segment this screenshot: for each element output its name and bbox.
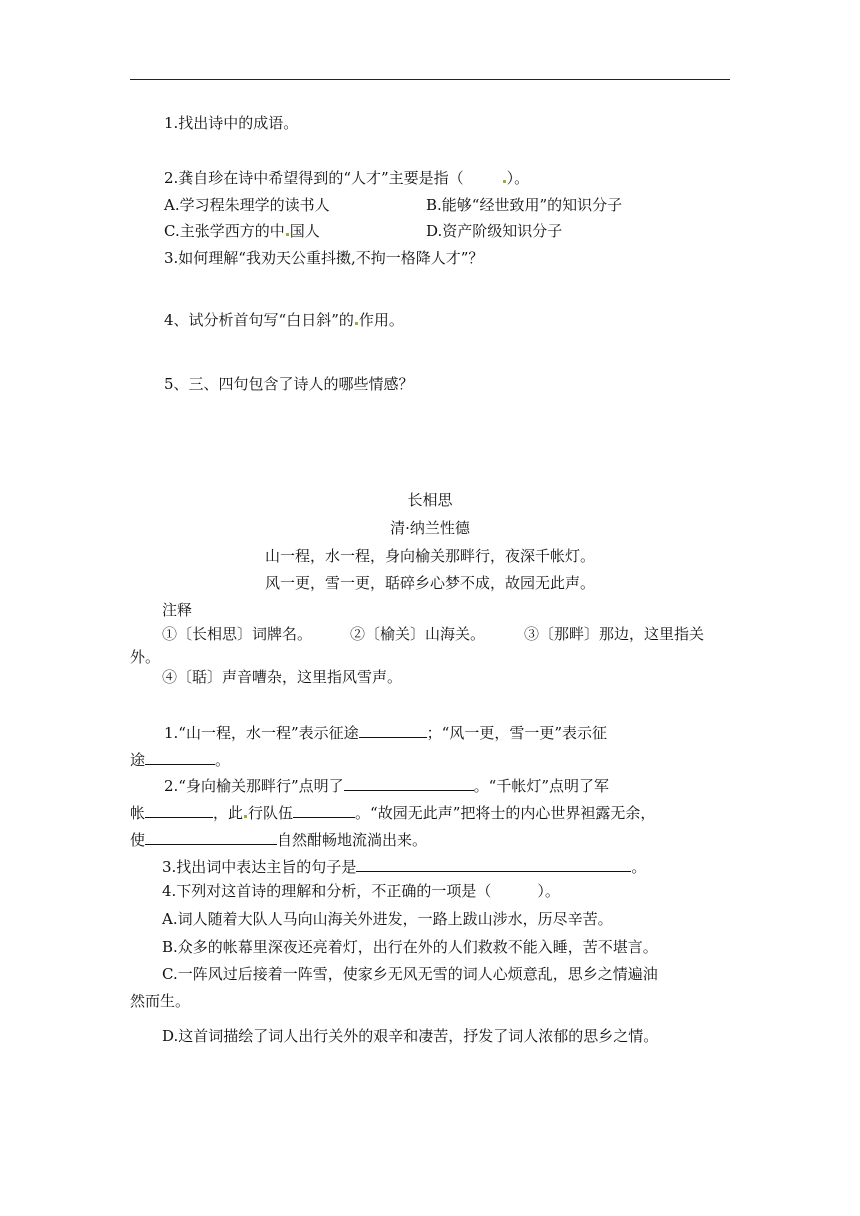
poem-question-4-option-a: A.词人随着大队人马向山海关外进发，一路上跋山涉水，历尽辛苦。	[162, 910, 613, 928]
poem-question-4-option-d: D.这首词描绘了词人出行关外的艰辛和凄苦，抒发了词人浓郁的思乡之情。	[162, 1027, 659, 1045]
note-1: ①〔长相思〕词牌名。	[162, 625, 313, 643]
poem-question-2-line-2: 帐 ，此 行队伍 。“故园无此声”把将士的内心世界袒露无余，	[130, 804, 656, 822]
mark-dot	[244, 815, 247, 818]
answer-blank[interactable]	[359, 723, 427, 738]
poem-question-3: 3.找出词中表达主旨的句子是 。	[162, 858, 647, 876]
question-2-option-d: D.资产阶级知识分子	[426, 222, 563, 240]
answer-blank[interactable]	[293, 803, 355, 818]
note-4: ④〔聒〕声音嘈杂，这里指风雪声。	[162, 668, 403, 686]
note-2: ②〔榆关〕山海关。	[350, 625, 486, 643]
answer-blank[interactable]	[356, 857, 631, 872]
poem-question-2-line-3: 使 自然酣畅地流淌出来。	[130, 831, 428, 849]
mark-dot	[503, 180, 506, 183]
poem-question-4: 4.下列对这首诗的理解和分析，不正确的一项是（ ）。	[162, 882, 560, 900]
poem-question-4-option-b: B.众多的帐幕里深夜还亮着灯，出行在外的人们救救不能入睡，苦不堪言。	[162, 938, 658, 956]
answer-blank[interactable]	[145, 803, 213, 818]
question-5: 5、三、四句包含了诗人的哪些情感？	[164, 375, 414, 393]
question-1: 1.找出诗中的成语。	[164, 114, 299, 132]
header-rule	[130, 79, 730, 80]
question-2-option-c: C.主张学西方的中 国人	[164, 222, 320, 240]
question-2-stem: 2.龚自珍在诗中希望得到的“人才”主要是指（ ）。	[164, 169, 530, 187]
poem-question-4-option-c-wrap: 然而生。	[130, 992, 191, 1010]
question-2-option-a: A.学习程朱理学的读书人	[164, 196, 330, 214]
poem-question-1: 1.“山一程，水一程”表示征途 ；“风一更，雪一更”表示征	[164, 724, 607, 742]
poem-question-2: 2.“身向榆关那畔行”点明了 。“千帐灯”点明了军	[164, 777, 609, 795]
notes-heading: 注释	[162, 601, 193, 619]
mark-dot	[286, 233, 289, 236]
note-3-wrap: 外。	[130, 648, 161, 666]
question-4: 4、试分析首句写“白日斜”的 作用。	[164, 311, 404, 329]
poem-author: 清·纳兰性德	[390, 519, 470, 537]
mark-dot	[355, 322, 358, 325]
answer-blank[interactable]	[145, 830, 277, 845]
answer-blank[interactable]	[344, 776, 474, 791]
poem-question-1-wrap: 途 。	[130, 751, 231, 769]
answer-blank[interactable]	[145, 750, 215, 765]
poem-question-4-option-c: C.一阵风过后接着一阵雪，使家乡无风无雪的词人心烦意乱，思乡之情遍油	[162, 965, 658, 983]
poem-line-1: 山一程，水一程，身向榆关那畔行，夜深千帐灯。	[264, 547, 595, 565]
poem-line-2: 风一更，雪一更，聒碎乡心梦不成，故园无此声。	[264, 574, 595, 592]
note-3: ③〔那畔〕那边，这里指关	[524, 625, 705, 643]
question-3: 3.如何理解“我劝天公重抖擞,不拘一格降人才”？	[164, 249, 484, 267]
poem-title: 长相思	[407, 491, 453, 509]
question-2-option-b: B.能够“经世致用”的知识分子	[426, 196, 623, 214]
